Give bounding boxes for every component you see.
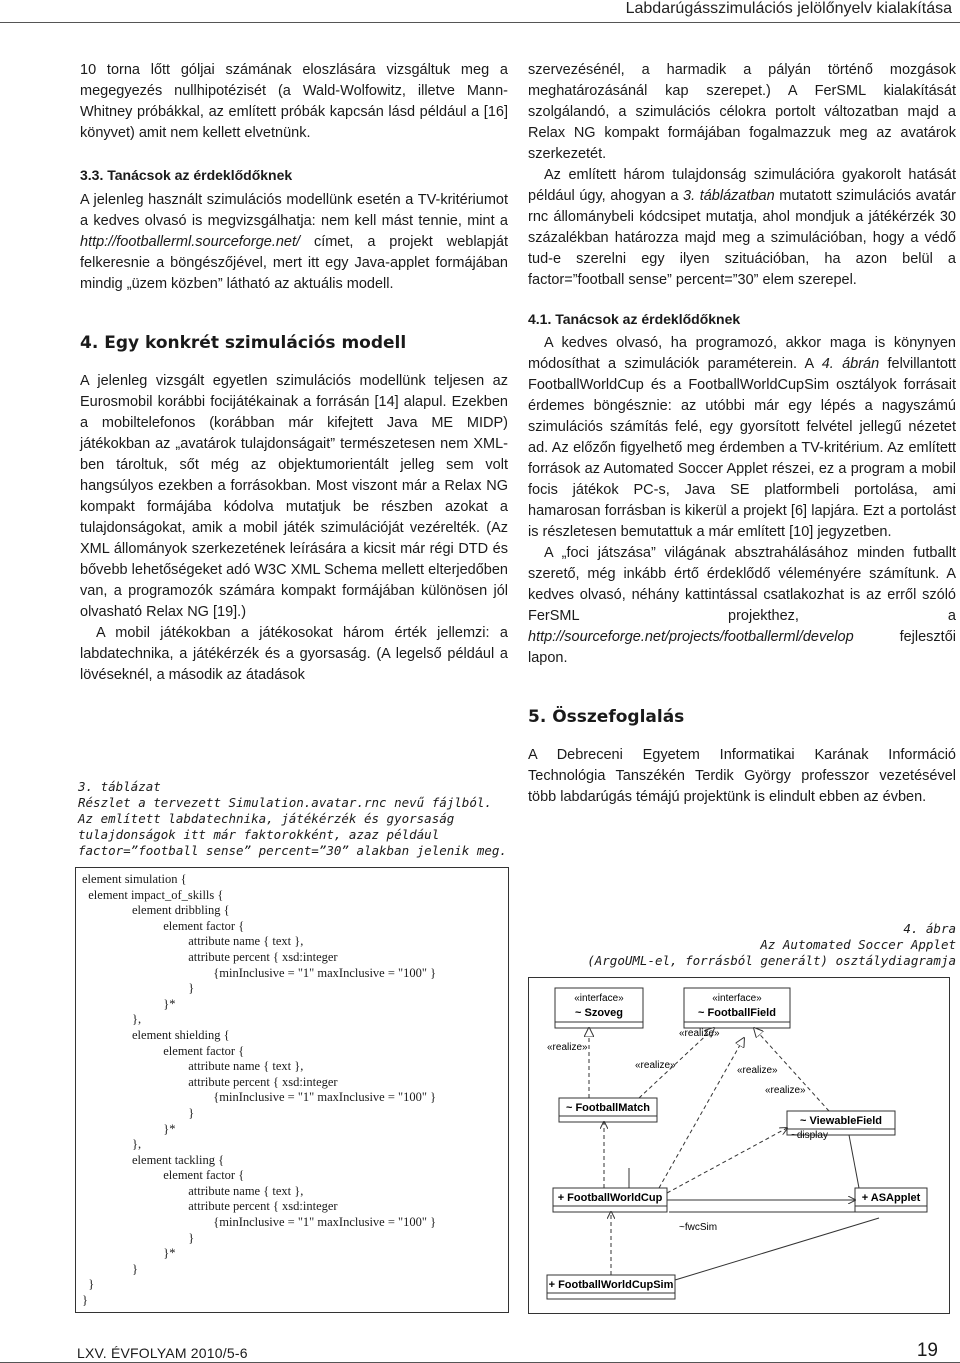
section-heading-4: 4. Egy konkrét szimulációs modell [80, 333, 407, 353]
class-name: ~ Szoveg [575, 1007, 623, 1019]
paragraph: Az említett három tulajdonság szimulációra gyakorolt hatását például úgy, ahogyan a 3. táblázatban mutatott szimulációs avatár rnc állománybeli kódcsipet mutatja, ahol mondjuk a játékérzék 30 százalékban határozza majd meg a szimulációban, hogy a védő tud-e szerelni egy ilyen szituációban, ha azon belül a factor=”football sense” percent=”30” elem szerepel. [528, 167, 956, 288]
paragraph: A kedves olvasó, ha programozó, akkor maga is könynyen módosíthat a szimulációk paraméterein. A 4. ábrán felvillantott FootballWorldCup és a FootballWorldCupSim osztályok forrásait érdemes böngésznie: az utóbbi már egy lépés a nagyszámú szimulációs számítás felé, egy gyorsított felvétel jellegű nézetet ad. Az előzőn figyelhető meg érdemben a TV-kritérium. Az említett források az Automated Soccer Applet részei, ez a program a mobil focis játékok PC-s, Java SE platformbeli portolása, ami hamarosan forrásban is kikerül a projekt [6] lapjára. Ezt a portolást is részletesen bemutattuk a már említett [10] jegyzetben. [528, 335, 956, 540]
header-rule [0, 22, 960, 23]
class-box-asapplet [855, 1188, 927, 1212]
class-name: + FootballWorldCupSim [548, 1279, 674, 1291]
develop-link[interactable]: http://sourceforge.net/projects/footballerml/develop [528, 629, 854, 645]
class-name: + ASApplet [861, 1192, 921, 1204]
class-name: ~ FootballField [698, 1007, 776, 1019]
class-name: + FootballWorldCup [557, 1192, 663, 1204]
class-box-footballworldcupsim [547, 1275, 675, 1299]
stereotype-label: «interface» [712, 993, 762, 1004]
paragraph: A mobil játékokban a játékosokat három érték jellemzi: a labdatechnika, a játékérzék és a gyorsaság. (A legelső például a lövéseknél, a második az átadások [80, 625, 508, 683]
uml-diagram-svg [529, 978, 949, 1313]
realize-label: «realize» [679, 1028, 720, 1039]
class-name: ~ ViewableField [799, 1115, 883, 1127]
class-name: ~ FootballMatch [565, 1102, 651, 1114]
stereotype-label: «interface» [574, 993, 624, 1004]
realize-label: «realize» [737, 1065, 778, 1076]
class-box-footballmatch [559, 1098, 657, 1122]
rnc-code: element simulation { element impact_of_skills { element dribbling { element factor { attribute name { text }, attribute percent { xsd:integer {minInclusive = "1" maxInclusive = "100" } } }* }, element shielding { element factor { attribute name { text }, attribute percent { xsd:integer {minInclusive = "1" maxInclusive = "100" } } }* }, element tackling { element factor { attribute name { text }, attribute percent { xsd:integer {minInclusive = "1" maxInclusive = "100" } } }* } } } [82, 872, 437, 1308]
paragraph: A „foci játszása” világának absztrahálásához minden futballt szerető, még inkább értő érdeklődő véleményére számítunk. A kedves olvasó, néhány kattintással csatlakozhat is az erről szóló FerSML projekthez, a http://sourceforge.net/projects/footballerml/develop fejlesztői lapon. [528, 545, 956, 666]
left-column [80, 60, 508, 686]
project-link[interactable]: http://footballerml.sourceforge.net/ [80, 234, 301, 250]
table-caption: 3. táblázat Részlet a tervezett Simulation.avatar.rnc nevű fájlból. Az említett labdatechnika, játékérzék és gyorsaság tulajdonságok itt már faktorokként, azaz például factor=”football sense” percent=”30” alakban jelenik meg. [78, 779, 507, 858]
paragraph: A Debreceni Egyetem Informatikai Karának Információ Technológia Tanszékén Terdik György professzor vezetésével több labdarúgás témájú projektünk is elindult ebben az évben. [528, 747, 956, 805]
paragraph: A jelenleg vizsgált egyetlen szimulációs modellünk teljesen az Eurosmobil korábbi focijátékainak a forrásán [14] alapul. Ezekben a mobiltelefonos (korábban már kifejtett Java ME MIDP) játékokban az „avatárok tulajdonságait” természetesen nem XML-ben tároltuk, sőt még az objektumorientált jelleg sem volt hangsúlyos ezekben a forrásokban. Most viszont már a Relax NG kompakt formájába kódolva mutatjuk be részben azokat a tulajdonságokat, amik a mobil játék szimulációját vezérelték. (Az XML állományok szerkezetének leírására a kicsit már régi DTD és bővebb lehetőségeket adó W3C XML Schema mellett elterjedőben van, a programozók számára kompakt formájában különösen jól olvasható Relax NG [19].) [80, 373, 508, 620]
display-label: ~display [791, 1130, 828, 1141]
paragraph: szervezésénél, a harmadik a pályán történő mozgások meghatározásánál kap szerepet.) A FerSML kialakítását szolgálandó, a szimulációs célokra portolt változatban majd a Relax NG kompakt formájában fogalmazzuk meg az avatárok szerkezetét. [528, 62, 956, 162]
page-number: 19 [916, 1340, 938, 1361]
running-header: Labdarúgásszimulációs jelölőnyelv kialakítása [625, 0, 952, 17]
realize-label: «realize» [765, 1085, 806, 1096]
code-listing-box [75, 867, 509, 1313]
figure-caption: 4. ábra Az Automated Soccer Applet (ArgoUML-el, forrásból generált) osztálydiagramja [587, 921, 956, 968]
paragraph: A jelenleg használt szimulációs modellünk esetén a TV-kritériumot a kedves olvasó is megvizsgálhatja: nem kell mást tennie, mint a http://footballerml.sourceforge.net/ címet, a projekt weblapját felkeresnie a böngészőjével, mert itt egy Java-applet formájában mindig „üzem közben” látható az aktuális modell. [80, 192, 508, 292]
table-reference: 3. táblázatban [683, 188, 775, 204]
paragraph: 10 torna lőtt góljai számának eloszlására vizsgáltuk meg a megegyezés nullhipotézisét (a Wald-Wolfowitz, illetve Mann-Whitney próbákkal, az említett próbák kapcsán lásd például a [16] könyvet) amit nem kellett elvetnünk. [80, 62, 508, 141]
class-box-footballworldcup [553, 1188, 667, 1212]
section-heading-4-1: 4.1. Tanácsok az érdeklődőknek [528, 311, 741, 327]
journal-volume: LXV. ÉVFOLYAM 2010/5-6 [77, 1345, 248, 1361]
realize-label: «realize» [547, 1042, 588, 1053]
uml-class-diagram [528, 977, 950, 1314]
class-box-footballfield [684, 988, 790, 1028]
fwcsim-label: ~fwcSim [679, 1222, 718, 1233]
class-box-szoveg [555, 988, 643, 1028]
section-heading-3-3: 3.3. Tanácsok az érdeklődőknek [80, 167, 293, 183]
right-column [528, 60, 956, 808]
section-heading-5: 5. Összefoglalás [528, 707, 685, 727]
figure-reference: 4. ábrán [821, 356, 880, 372]
realize-label: «realize» [635, 1060, 676, 1071]
